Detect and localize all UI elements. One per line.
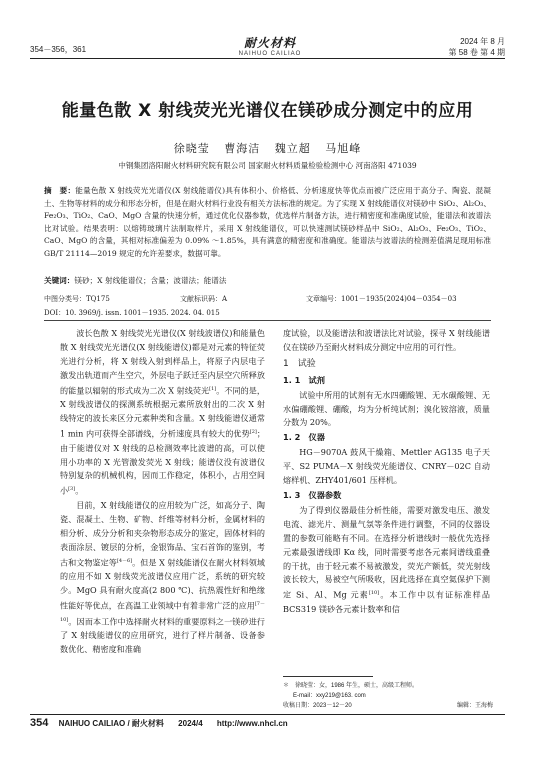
footnote-rule: [283, 676, 373, 677]
footer-page-number: 354: [30, 717, 49, 729]
subsection-heading-parameters: 1. 3 仪器参数: [283, 489, 342, 500]
journal-logo: [225, 34, 315, 57]
citation: [4－6]: [116, 557, 133, 564]
citation: [3]: [68, 486, 76, 493]
abstract: [44, 185, 491, 261]
citation: [2]: [249, 429, 257, 436]
footnote-editor: 编辑：王海梅: [456, 703, 493, 709]
paper-title: 能量色散 X 射线荧光光谱仪在镁砂成分测定中的应用: [61, 101, 474, 121]
paper-authors: 徐晓莹 曹海洁 魏立超 马旭峰: [173, 142, 362, 155]
header-rule: [30, 58, 505, 59]
citation: [7－10]: [60, 600, 265, 623]
section-heading-experiment: 1 试验: [283, 358, 316, 369]
subsection-heading-reagents: 1. 1 试剂: [283, 374, 325, 385]
document-code: 文献标识码：A: [180, 295, 228, 303]
keywords: [44, 275, 491, 286]
abstract-label: 摘 要：: [44, 186, 76, 195]
journal-logo-cn: 耐火材料: [243, 36, 296, 50]
footer-url[interactable]: http://www.nhcl.cn: [216, 719, 288, 728]
subsection-heading-instruments: 1. 2 仪器: [283, 432, 325, 443]
reagents-paragraph: 试验中所用的试剂有无水四硼酸锂、无水碳酸锂、无水偏硼酸锂、硼酸，均为分析纯试剂；溴化铵溶液，质量分数为 20%。: [283, 389, 490, 428]
keywords-label: 关键词：: [44, 276, 75, 285]
clc-number: 中图分类号：TQ175: [44, 295, 110, 303]
parameters-paragraph: 为了得到仪器最佳分析性能，需要对激发电压、激发电流、滤光片、测量气氛等条件进行调整，不同的仪器设置的参数可能略有不同。在选择分析谱线时一般优先选择元素最强谱线即 Kα 线，同时需要考虑各元素间谱线重叠的干扰，由于轻元素不易被激发，荧光产额低，荧光射线波长较大，易被空气所吸收，因此选择在真空氦保护下测定 Si、Al、Mg 元素[10]。本工作中以有证标准样品 BCS319 镁砂各元素计数率和信: [283, 504, 490, 614]
header-issue-date: 2024 年 8 月: [460, 37, 505, 46]
footnote: [283, 681, 493, 711]
footnote-email: E-mail：xxy219@163. com: [293, 693, 366, 699]
header-page-range: 354－356，361: [30, 45, 87, 54]
citation: [10]: [368, 590, 380, 597]
page-footer: [30, 717, 300, 729]
instruments-paragraph: HG－9070A 鼓风干燥箱、Mettler AG135 电子天平、S2 PUMA－X 射线荧光能谱仪、CNRY－02C 自动熔样机、ZHY401/601 压样机。: [283, 447, 490, 486]
journal-logo-en: NAIHUO CAILIAO: [238, 51, 302, 57]
intro-paragraph-1: 波长色散 X 射线荧光光谱仪(X 射线波谱仪)和能量色散 X 射线荧光光谱仪(X 射线能谱仪)都是对元素的特征荧光进行分析，将 X 射线入射到样品上，将原子内层电子激发出轨道而产生空穴，外层电子跃迁至内层空穴所释放的能量以辐射的形式成为二次 X 射线荧光[1]。不同的是，X 射线波谱仪的探测系统根据元素所放射出的二次 X 射线特定的波长来区分元素种类和含量。X 射线能谱仪通常 1 min 内可获得全部谱线，分析速度具有较大的优势[2]；由于能谱仪对 X 射线的总检测效率比波谱的高，可以使用小功率的 X 光管激发荧光 X 射线；能谱仪没有波谱仪特别复杂的机械机构，因而工作稳定，体积小，占用空间小[3]。: [60, 328, 265, 497]
footer-journal: NAIHUO CAILIAO / 耐火材料: [58, 719, 164, 728]
header-issue-info: [449, 36, 505, 58]
footnote-received: 收稿日期：2023－12－20: [283, 703, 352, 709]
keywords-text: 镁砂；X 射线能谱仪；含量；波谱法；能谱法: [74, 276, 227, 285]
doi: DOI：10. 3969/j. issn. 1001－1935. 2024. 04. 015: [44, 309, 220, 317]
footer-issue: 2024/4: [178, 719, 203, 728]
footnote-author: ＊ 徐晓莹：女，1986 年生，硕士，高级工程师。: [283, 683, 419, 689]
meta-rule: [44, 320, 491, 321]
abstract-text: 能量色散 X 射线荧光光谱仪(X 射线能谱仪)具有体积小、价格低、分析速度快等优点而被广泛应用于高分子、陶瓷、混凝土、生物等材料的成分和形态分析，但是在耐火材料行业没有相关方法标准的规定。为了实现 X 射线能谱仪对镁砂中 SiO₂、Al₂O₃、Fe₂O₃、TiO₂、CaO、MgO 含量的快速分析，通过优化仪器参数，优选样片制备方法，进行精密度和准确度试验，能谱法和波谱法比对试验。结果表明：以熔铸玻璃片法制取样片，采用 X 射线能谱仪，可以快速测试镁砂样品中 SiO₂、Al₂O₃、Fe₂O₃、TiO₂、CaO、MgO 的含量，其相对标准偏差为 0.09% ～1.85%，具有满意的精密度和准确度。能谱法与波谱法的检测差值满足现用标准 GB/T 21114—2019 规定的允许差要求，数据可靠。: [44, 186, 492, 258]
intro-paragraph-continued: 度试验，以及能谱法和波谱法比对试验，探寻 X 射线能谱仪在镁砂乃至耐火材料成分测定中应用的可行性。: [283, 328, 490, 352]
intro-paragraph-2: 目前，X 射线能谱仪的应用较为广泛，如高分子、陶瓷、混凝土、生物、矿物、纤维等材料分析，金属材料的相分析、成分分析和夹杂物形态成分的鉴定，固体材料的表面涂层、镀层的分析，金银饰品、宝石首饰的鉴别，考古和文物鉴定等[4－6]。但是 X 射线能谱仪在耐火材料领域的应用不如 X 射线荧光波谱仪应用广泛，系统的研究较少。MgO 具有耐火度高(2 800 ℃)、抗热震性好和绝缘性能好等优点，在高温工业领域中有着非常广泛的应用[7－10]。因而本工作中选择耐火材料的重要原料之一镁砂进行了 X 射线能谱仪的应用研究，进行了样片制备、设备参数优化、精密度和准确: [60, 499, 265, 655]
footer-rule: [30, 714, 505, 715]
citation: [1]: [209, 385, 217, 392]
header-issue-volume: 第 58 卷 第 4 期: [448, 48, 505, 57]
body-column-right: [283, 327, 490, 617]
article-number: 文章编号：1001－1935(2024)04－0354－03: [306, 295, 457, 303]
body-column-left: [60, 327, 265, 657]
paper-affiliation: 中钢集团洛阳耐火材料研究院有限公司 国家耐火材料质量检验检测中心 河南洛阳 471039: [118, 161, 417, 170]
